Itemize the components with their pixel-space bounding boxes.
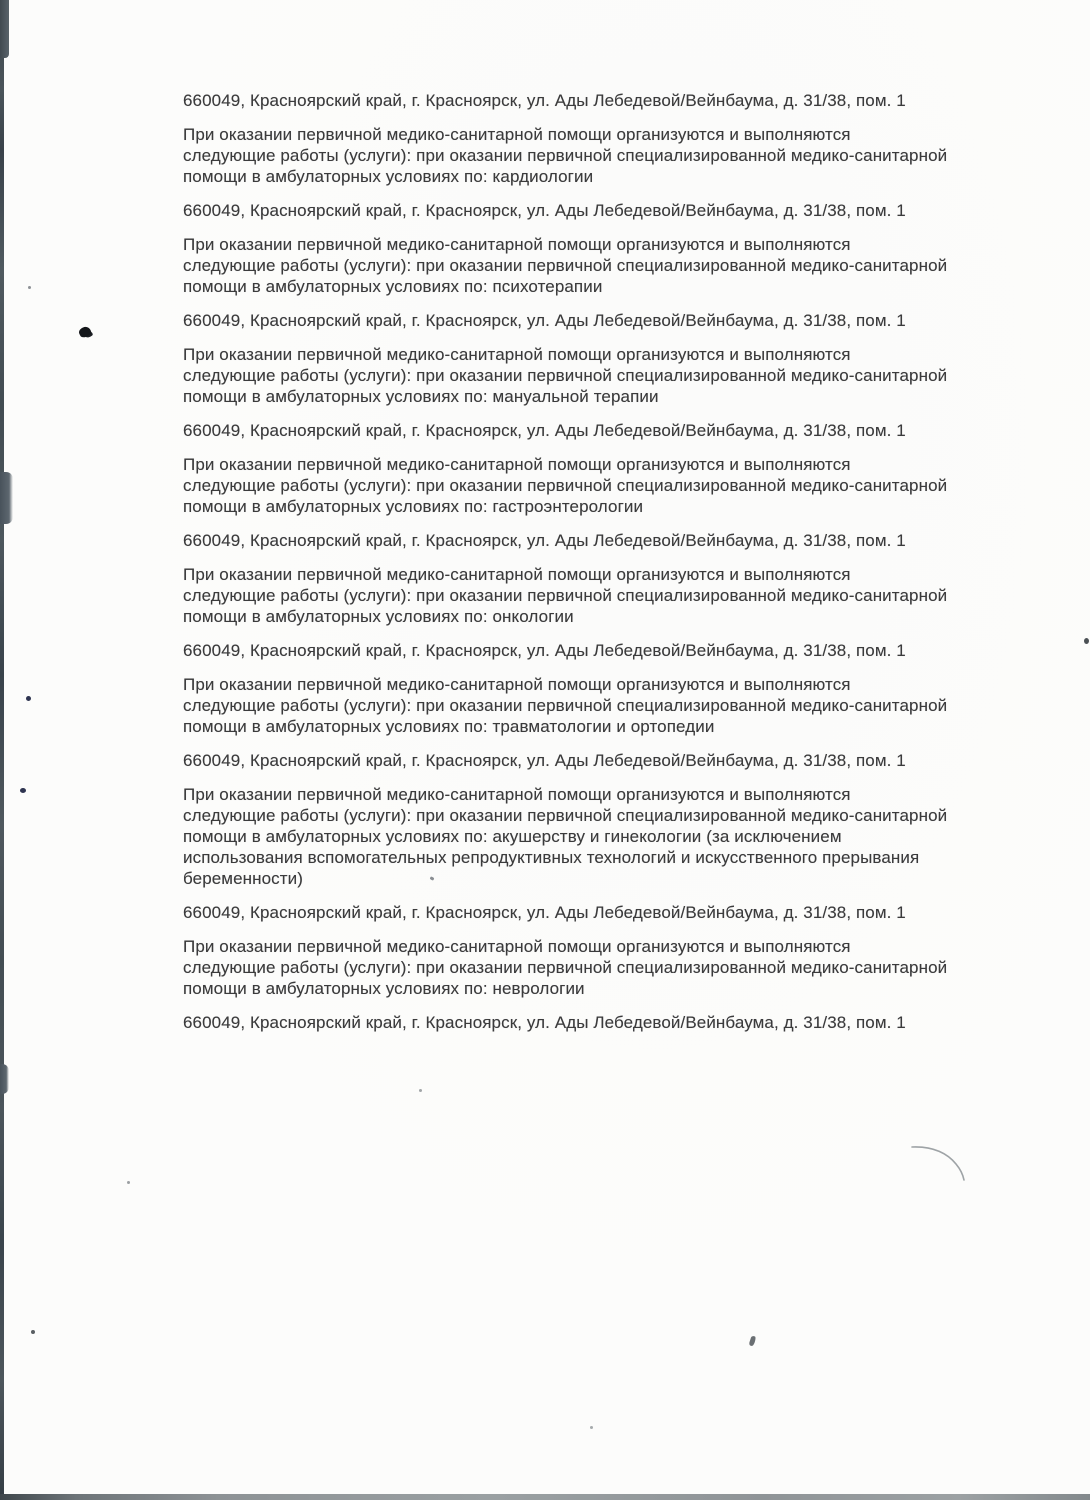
speck-artifact: [31, 1330, 35, 1334]
address-paragraph: 660049, Красноярский край, г. Красноярск, ул. Ады Лебедевой/Вейнбаума, д. 31/38, пом. 1: [183, 201, 906, 220]
speck-artifact: [127, 1181, 130, 1184]
service-paragraph: При оказании первичной медико-санитарной помощи организуются и выполняются следующие работы (услуги): при оказании первичной специализированной медико-санитарной помощи в амбулаторных условиях по: травматологии и ортопедии: [183, 675, 948, 736]
speck-artifact: [590, 1426, 593, 1429]
service-paragraph: При оказании первичной медико-санитарной помощи организуются и выполняются следующие работы (услуги): при оказании первичной специализированной медико-санитарной помощи в амбулаторных условиях по: неврологии: [183, 937, 948, 998]
service-paragraph: При оказании первичной медико-санитарной помощи организуются и выполняются следующие работы (услуги): при оказании первичной специализированной медико-санитарной помощи в амбулаторных условиях по: гастроэнтерологии: [183, 455, 948, 516]
speck-artifact: [26, 696, 31, 701]
speck-artifact: [419, 1089, 422, 1092]
address-paragraph: 660049, Красноярский край, г. Красноярск, ул. Ады Лебедевой/Вейнбаума, д. 31/38, пом. 1: [183, 421, 906, 440]
document-text: [183, 90, 1028, 1046]
scan-edge-strip-left: [0, 0, 4, 1500]
address-paragraph: 660049, Красноярский край, г. Красноярск, ул. Ады Лебедевой/Вейнбаума, д. 31/38, пом. 1: [183, 91, 906, 110]
speck-artifact: [1084, 638, 1089, 644]
scan-edge-strip-bottom: [0, 1494, 1090, 1500]
address-paragraph: 660049, Красноярский край, г. Красноярск, ул. Ады Лебедевой/Вейнбаума, д. 31/38, пом. 1: [183, 1013, 906, 1032]
comma-speck-artifact: [749, 1335, 757, 1346]
service-paragraph: При оказании первичной медико-санитарной помощи организуются и выполняются следующие работы (услуги): при оказании первичной специализированной медико-санитарной помощи в амбулаторных условиях по: психотерапии: [183, 235, 948, 296]
address-paragraph: 660049, Красноярский край, г. Красноярск, ул. Ады Лебедевой/Вейнбаума, д. 31/38, пом. 1: [183, 903, 906, 922]
scan-edge-bump: [0, 472, 13, 524]
speck-artifact: [20, 788, 26, 793]
address-paragraph: 660049, Красноярский край, г. Красноярск, ул. Ады Лебедевой/Вейнбаума, д. 31/38, пом. 1: [183, 751, 906, 770]
service-paragraph: При оказании первичной медико-санитарной помощи организуются и выполняются следующие работы (услуги): при оказании первичной специализированной медико-санитарной помощи в амбулаторных условиях по: кардиологии: [183, 125, 948, 186]
service-paragraph: При оказании первичной медико-санитарной помощи организуются и выполняются следующие работы (услуги): при оказании первичной специализированной медико-санитарной помощи в амбулаторных условиях по: акушерству и гинекологии (за исключением использования вспомогательных репродуктивных технологий и искусственного прерывания беременности): [183, 785, 948, 888]
service-paragraph: При оказании первичной медико-санитарной помощи организуются и выполняются следующие работы (услуги): при оказании первичной специализированной медико-санитарной помощи в амбулаторных условиях по: мануальной терапии: [183, 345, 948, 406]
speck-artifact: [28, 286, 31, 289]
ink-blob-artifact: [78, 326, 92, 339]
address-paragraph: 660049, Красноярский край, г. Красноярск, ул. Ады Лебедевой/Вейнбаума, д. 31/38, пом. 1: [183, 641, 906, 660]
scan-edge-corner-top-left: [0, 0, 9, 58]
address-paragraph: 660049, Красноярский край, г. Красноярск, ул. Ады Лебедевой/Вейнбаума, д. 31/38, пом. 1: [183, 531, 906, 550]
address-paragraph: 660049, Красноярский край, г. Красноярск, ул. Ады Лебедевой/Вейнбаума, д. 31/38, пом. 1: [183, 311, 906, 330]
service-paragraph: При оказании первичной медико-санитарной помощи организуются и выполняются следующие работы (услуги): при оказании первичной специализированной медико-санитарной помощи в амбулаторных условиях по: онкологии: [183, 565, 948, 626]
scan-edge-bump: [0, 1064, 9, 1094]
